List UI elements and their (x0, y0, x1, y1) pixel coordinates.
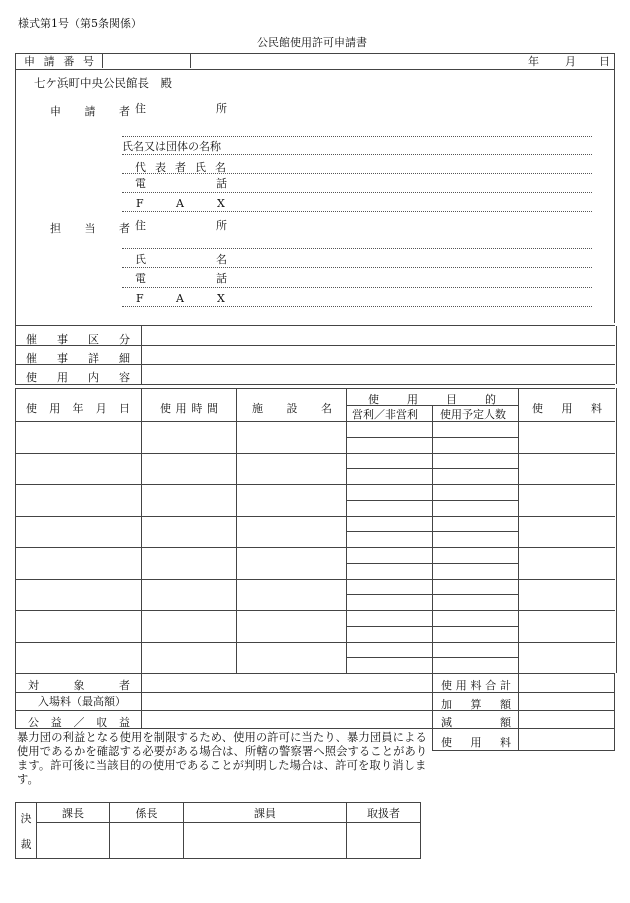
usage-facility-cell[interactable] (237, 611, 345, 641)
usage-fee-cell[interactable] (519, 580, 613, 610)
usage-profit-cell[interactable] (347, 485, 431, 515)
reduction-input[interactable] (520, 711, 613, 727)
contact-name-label-2: 名 (216, 253, 227, 266)
applicant-phone-input[interactable] (232, 175, 592, 189)
reduction-label: 減 額 (441, 716, 511, 729)
applicant-label: 申 請 者 (50, 105, 130, 118)
usage-time-cell[interactable] (142, 580, 235, 610)
usage-date-cell[interactable] (16, 611, 140, 641)
usage-people-cell[interactable] (433, 548, 517, 578)
fee-total-input[interactable] (520, 674, 613, 691)
contact-address-input[interactable] (232, 216, 592, 246)
usage-facility-header: 施 設 名 (252, 402, 332, 415)
usage-fee-cell[interactable] (519, 454, 613, 484)
applicant-phone-label-2: 話 (216, 177, 227, 190)
usage-people-cell[interactable] (433, 517, 517, 547)
usage-people-cell[interactable] (433, 611, 517, 641)
date-year-label: 年 (528, 55, 539, 68)
usage-fee-cell[interactable] (519, 643, 613, 673)
date-day-label: 日 (599, 55, 610, 68)
usage-facility-cell[interactable] (237, 643, 345, 673)
approval-stamp-section-chief[interactable] (37, 823, 110, 859)
usage-people-cell[interactable] (433, 643, 517, 673)
contact-fax-label-1: F (136, 292, 144, 305)
target-input[interactable] (143, 674, 431, 691)
contact-phone-label-2: 話 (216, 272, 227, 285)
applicant-fax-label-3: X (217, 197, 225, 210)
usage-profit-cell[interactable] (347, 517, 431, 547)
usage-fee-cell[interactable] (519, 485, 613, 515)
admission-label: 入場料（最高額） (38, 695, 126, 708)
usage-time-cell[interactable] (142, 422, 235, 452)
event-details-input[interactable] (143, 346, 613, 363)
usage-people-cell[interactable] (433, 485, 517, 515)
contact-address-label-1: 住 (135, 219, 146, 232)
usage-fee-header: 使 用 料 (532, 402, 602, 415)
addressee: 七ケ浜町中央公民館長 殿 (34, 76, 172, 90)
usage-profit-cell[interactable] (347, 548, 431, 578)
usage-profit-cell[interactable] (347, 643, 431, 673)
date-month-label: 月 (565, 55, 576, 68)
approval-col-subsection-chief: 係長 (110, 803, 184, 823)
usage-profit-cell[interactable] (347, 611, 431, 641)
page-title: 公民館使用許可申請書 (257, 36, 367, 49)
usage-date-cell[interactable] (16, 643, 140, 673)
usage-facility-cell[interactable] (237, 454, 345, 484)
applicant-org-name-input[interactable] (240, 138, 592, 152)
approval-col-section-chief: 課長 (37, 803, 110, 823)
approval-stamp-staff[interactable] (184, 823, 347, 859)
usage-date-cell[interactable] (16, 517, 140, 547)
usage-profit-header: 営利／非営利 (352, 408, 418, 421)
public-input[interactable] (143, 711, 431, 727)
surcharge-label: 加 算 額 (441, 698, 511, 711)
approval-stamp-subsection-chief[interactable] (110, 823, 184, 859)
usage-profit-cell[interactable] (347, 580, 431, 610)
usage-purpose-header: 使 用 目 的 (368, 393, 496, 406)
usage-fee-cell[interactable] (519, 611, 613, 641)
fee-total-label: 使 用 料 合 計 (441, 679, 511, 692)
usage-time-header: 使 用 時 間 (160, 402, 218, 415)
applicant-representative-input[interactable] (232, 156, 592, 170)
usage-time-cell[interactable] (142, 548, 235, 578)
usage-profit-cell[interactable] (347, 422, 431, 452)
usage-fee-cell[interactable] (519, 548, 613, 578)
usage-time-cell[interactable] (142, 517, 235, 547)
contact-label: 担 当 者 (50, 222, 130, 235)
contact-fax-label-3: X (217, 292, 225, 305)
contact-fax-input[interactable] (232, 289, 592, 303)
usage-facility-cell[interactable] (237, 548, 345, 578)
usage-fee-cell[interactable] (519, 517, 613, 547)
approval-label-cell: 決 裁 (16, 803, 37, 859)
applicant-address-input[interactable] (232, 100, 592, 134)
contact-name-label-1: 氏 (135, 253, 146, 266)
approval-stamp-handler[interactable] (347, 823, 421, 859)
usage-date-cell[interactable] (16, 548, 140, 578)
contact-phone-input[interactable] (232, 269, 592, 283)
fee-label: 使 用 料 (441, 736, 511, 749)
usage-facility-cell[interactable] (237, 517, 345, 547)
usage-time-cell[interactable] (142, 454, 235, 484)
admission-input[interactable] (143, 693, 431, 709)
usage-people-header: 使用予定人数 (440, 408, 506, 421)
contact-address-label-2: 所 (216, 219, 227, 232)
approval-table (15, 802, 421, 859)
applicant-org-name-label: 氏名又は団体の名称 (122, 140, 221, 153)
usage-facility-cell[interactable] (237, 485, 345, 515)
usage-people-cell[interactable] (433, 580, 517, 610)
application-number-label: 申 請 番 号 (24, 54, 94, 68)
usage-time-cell[interactable] (142, 643, 235, 673)
applicant-representative-label: 代 表 者 氏 名 (135, 161, 226, 174)
usage-fee-cell[interactable] (519, 422, 613, 452)
usage-facility-cell[interactable] (237, 580, 345, 610)
usage-time-cell[interactable] (142, 485, 235, 515)
usage-date-cell[interactable] (16, 580, 140, 610)
contact-name-input[interactable] (232, 250, 592, 264)
applicant-phone-label-1: 電 (135, 177, 146, 190)
contact-phone-label-1: 電 (135, 272, 146, 285)
applicant-fax-label-2: A (176, 197, 184, 210)
usage-content-label: 使 用 内 容 (26, 371, 130, 384)
usage-profit-cell[interactable] (347, 454, 431, 484)
usage-date-cell[interactable] (16, 485, 140, 515)
usage-time-cell[interactable] (142, 611, 235, 641)
event-category-input[interactable] (143, 327, 613, 344)
application-number-input[interactable] (103, 54, 189, 67)
contact-fax-label-2: A (176, 292, 184, 305)
usage-date-header: 使 用 年 月 日 (26, 402, 130, 415)
usage-content-input[interactable] (143, 365, 613, 383)
applicant-fax-input[interactable] (232, 194, 592, 208)
usage-date-cell[interactable] (16, 422, 140, 452)
applicant-address-label-2: 所 (216, 102, 227, 115)
event-category-label: 催 事 区 分 (26, 333, 130, 346)
applicant-fax-label-1: F (136, 197, 144, 210)
surcharge-input[interactable] (520, 693, 613, 709)
approval-col-handler: 取扱者 (347, 803, 421, 823)
usage-date-cell[interactable] (16, 454, 140, 484)
usage-people-cell[interactable] (433, 454, 517, 484)
usage-people-cell[interactable] (433, 422, 517, 452)
usage-facility-cell[interactable] (237, 422, 345, 452)
fee-input[interactable] (520, 729, 613, 749)
target-label: 対 象 者 (28, 679, 130, 692)
public-label: 公 益 ／ 収 益 (28, 716, 130, 729)
applicant-address-label-1: 住 (135, 102, 146, 115)
form-number: 様式第1号（第5条関係） (18, 17, 142, 30)
notice-text: 暴力団の利益となる使用を制限するため、使用の許可に当たり、暴力団員による使用であるかを確認する必要がある場合は、所轄の警察署へ照会することがあります。許可後に当該目的の使用であることが判明した場合は、許可を取り消します。 (17, 731, 428, 786)
event-details-label: 催 事 詳 細 (26, 352, 130, 365)
approval-col-staff: 課員 (184, 803, 347, 823)
